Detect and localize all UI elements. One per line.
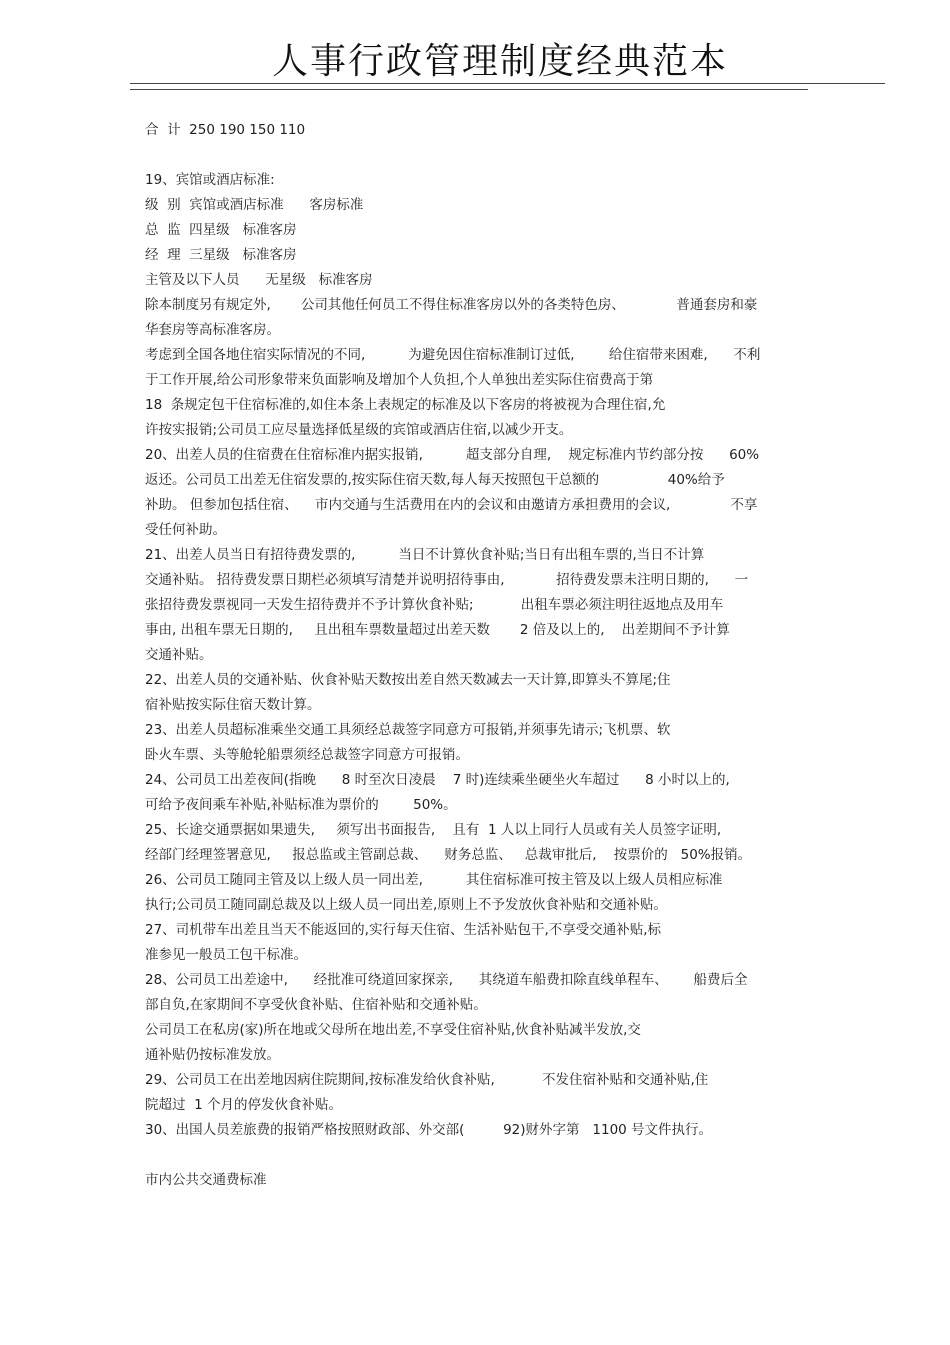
- text-line: 于工作开展,给公司形象带来负面影响及增加个人负担,个人单独出差实际住宿费高于第: [145, 372, 654, 388]
- text-line: 总 监 四星级 标准客房: [145, 222, 297, 238]
- text-line: 27、司机带车出差且当天不能返回的,实行每天住宿、生活补贴包干,不享受交通补贴,标: [145, 922, 662, 938]
- text-line: 26、公司员工随同主管及以上级人员一同出差, 其住宿标准可按主管及以上级人员相应标准: [145, 872, 723, 888]
- document-body: [145, 118, 815, 1193]
- text-line: 补助。 但参加包括住宿、 市内交通与生活费用在内的会议和由邀请方承担费用的会议, 不享: [145, 497, 758, 513]
- text-line: 事由, 出租车票无日期的, 且出租车票数量超过出差天数 2 倍及以上的, 出差期间不予计算: [145, 622, 730, 638]
- header-rule: [130, 83, 885, 84]
- text-line: 通补贴仍按标准发放。: [145, 1047, 280, 1063]
- text-line: 21、出差人员当日有招待费发票的, 当日不计算伙食补贴;当日有出租车票的,当日不计算: [145, 547, 705, 563]
- text-line: 执行;公司员工随同副总裁及以上级人员一同出差,原则上不予发放伙食补贴和交通补贴。: [145, 897, 667, 913]
- text-line: 30、出国人员差旅费的报销严格按照财政部、外交部( 92)财外字第 1100 号文件执行。: [145, 1122, 713, 1138]
- text-line: 市内公共交通费标准: [145, 1172, 267, 1188]
- text-line: 19、宾馆或酒店标准:: [145, 172, 275, 188]
- text-line: 22、出差人员的交通补贴、伙食补贴天数按出差自然天数减去一天计算,即算头不算尾;住: [145, 672, 671, 688]
- text-line: 级 别 宾馆或酒店标准 客房标准: [145, 197, 364, 213]
- header-rule-inner: [130, 89, 808, 90]
- text-line: 张招待费发票视同一天发生招待费并不予计算伙食补贴; 出租车票必须注明往返地点及用车: [145, 597, 724, 613]
- text-line: 合 计 250 190 150 110: [145, 122, 306, 138]
- text-line: 返还。公司员工出差无住宿发票的,按实际住宿天数,每人每天按照包干总额的 40%给予: [145, 472, 725, 488]
- text-line: 经部门经理签署意见, 报总监或主管副总裁、 财务总监、 总裁审批后, 按票价的 50%报销。: [145, 847, 752, 863]
- text-line: 交通补贴。 招待费发票日期栏必须填写清楚并说明招待事由, 招待费发票未注明日期的, 一: [145, 572, 749, 588]
- text-line: 主管及以下人员 无星级 标准客房: [145, 272, 373, 288]
- text-line: 受任何补助。: [145, 522, 226, 538]
- text-line: 28、公司员工出差途中, 经批准可绕道回家探亲, 其绕道车船费扣除直线单程车、 船费后全: [145, 972, 748, 988]
- text-line: 可给予夜间乘车补贴,补贴标准为票价的 50%。: [145, 797, 457, 813]
- page-title: 人事行政管理制度经典范本: [271, 41, 728, 82]
- blank-line: [145, 143, 815, 168]
- text-line: 经 理 三星级 标准客房: [145, 247, 297, 263]
- text-line: 华套房等高标准客房。: [145, 322, 280, 338]
- text-line: 20、出差人员的住宿费在住宿标准内据实报销, 超支部分自理, 规定标准内节约部分按 60%: [145, 447, 760, 463]
- text-line: 院超过 1 个月的停发伙食补贴。: [145, 1097, 342, 1113]
- text-line: 卧火车票、头等舱轮船票须经总裁签字同意方可报销。: [145, 747, 469, 763]
- text-line: 考虑到全国各地住宿实际情况的不同, 为避免因住宿标准制订过低, 给住宿带来困难, 不利: [145, 347, 761, 363]
- text-line: 宿补贴按实际住宿天数计算。: [145, 697, 321, 713]
- text-line: 25、长途交通票据如果遗失, 须写出书面报告, 且有 1 人以上同行人员或有关人员签字证明,: [145, 822, 722, 838]
- text-line: 交通补贴。: [145, 647, 213, 663]
- text-line: 部自负,在家期间不享受伙食补贴、住宿补贴和交通补贴。: [145, 997, 487, 1013]
- text-line: 除本制度另有规定外, 公司其他任何员工不得住标准客房以外的各类特色房、 普通套房和豪: [145, 297, 758, 313]
- text-line: 准参见一般员工包干标准。: [145, 947, 307, 963]
- text-line: 23、出差人员超标准乘坐交通工具须经总裁签字同意方可报销,并须事先请示;飞机票、软: [145, 722, 671, 738]
- text-line: 18 条规定包干住宿标准的,如住本条上表规定的标准及以下客房的将被视为合理住宿,允: [145, 397, 666, 413]
- text-line: 许按实报销;公司员工应尽量选择低星级的宾馆或酒店住宿,以减少开支。: [145, 422, 573, 438]
- blank-line: [145, 1143, 815, 1168]
- text-line: 公司员工在私房(家)所在地或父母所在地出差,不享受住宿补贴,伙食补贴减半发放,交: [145, 1022, 641, 1038]
- text-line: 24、公司员工出差夜间(指晚 8 时至次日凌晨 7 时)连续乘坐硬坐火车超过 8 小时以上的,: [145, 772, 730, 788]
- text-line: 29、公司员工在出差地因病住院期间,按标准发给伙食补贴, 不发住宿补贴和交通补贴,住: [145, 1072, 709, 1088]
